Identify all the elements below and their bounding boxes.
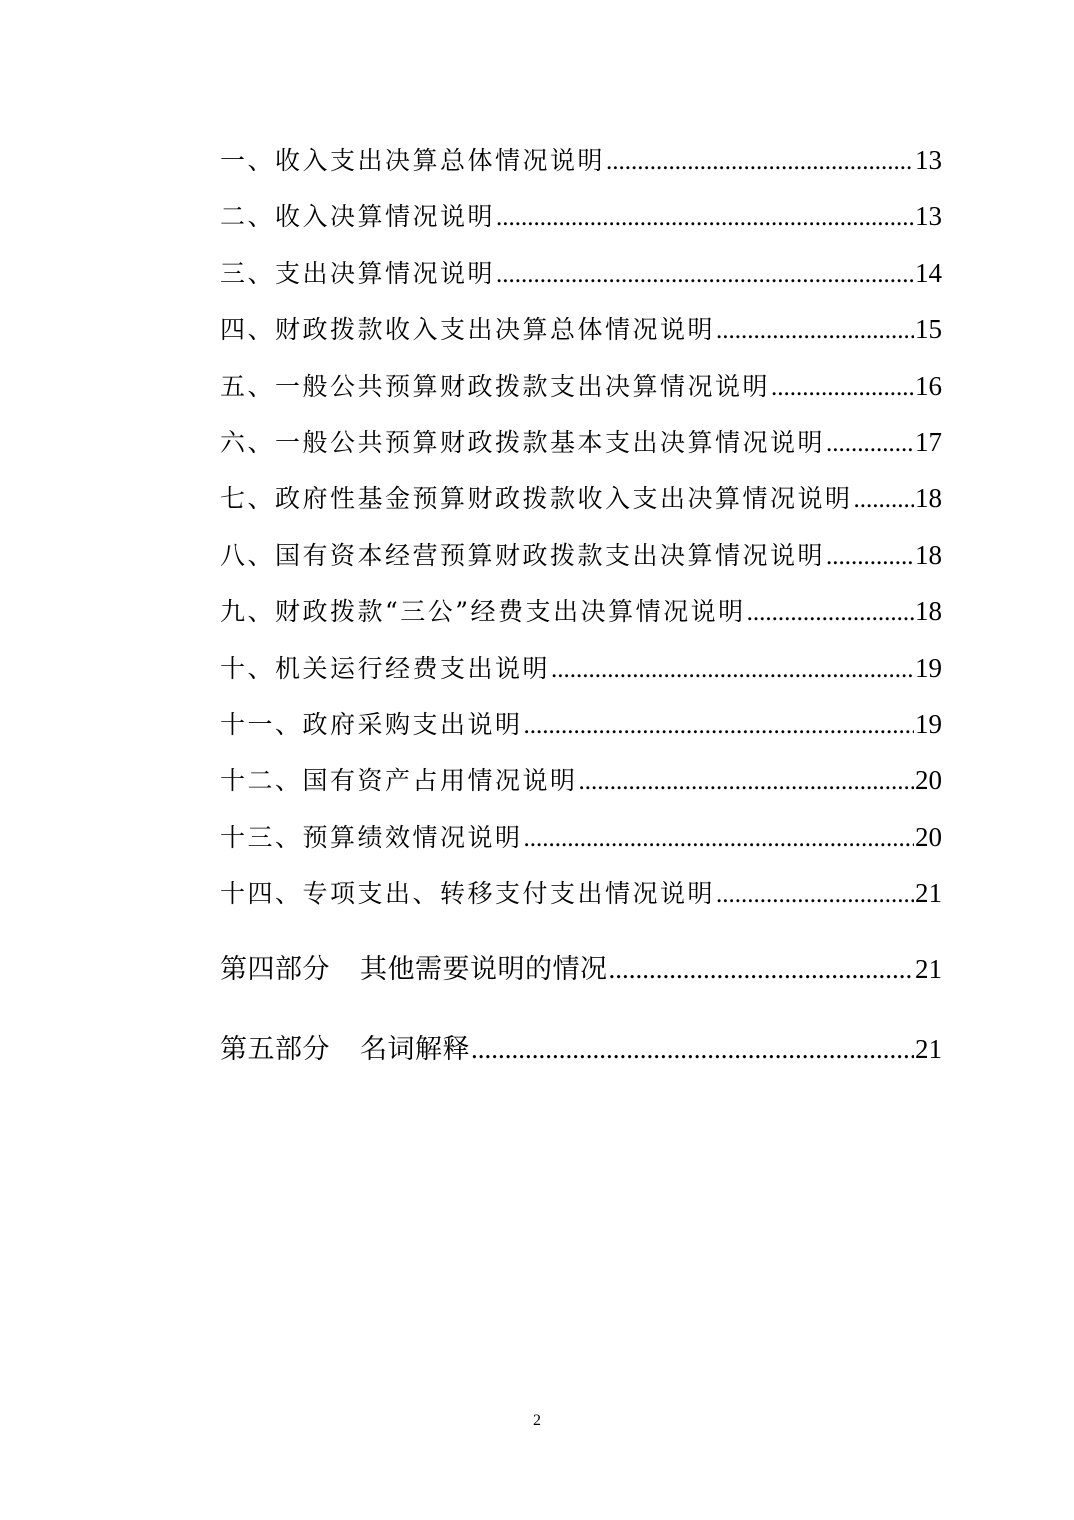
toc-part-page: 21 (915, 954, 942, 985)
toc-entry[interactable] (220, 813, 942, 869)
toc-entry[interactable] (220, 531, 942, 587)
toc-part-entry[interactable] (220, 941, 942, 1021)
toc-entry-label: 七、政府性基金预算财政拨款收入支出决算情况说明 (220, 484, 853, 514)
toc-part-title: 其他需要说明的情况 (360, 954, 608, 986)
dot-leader (551, 646, 914, 694)
toc-entry[interactable] (220, 587, 942, 643)
toc-entry[interactable] (220, 362, 942, 418)
toc-part-entry[interactable] (220, 1021, 942, 1101)
dot-leader (496, 251, 914, 299)
toc-entry-label: 一、收入支出决算总体情况说明 (220, 146, 606, 175)
dot-leader (606, 138, 914, 186)
dot-leader (716, 871, 914, 919)
dot-leader (716, 307, 914, 355)
dot-leader (579, 758, 914, 806)
toc-entry[interactable] (220, 644, 942, 700)
toc-entry[interactable] (220, 869, 942, 925)
toc-part-label (220, 1022, 470, 1078)
toc-entry[interactable] (220, 474, 942, 530)
table-of-contents (220, 136, 942, 1101)
toc-entry-label: 十、机关运行经费支出说明 (220, 653, 551, 683)
toc-entry[interactable] (220, 756, 942, 812)
toc-entry-label: 十四、专项支出、转移支付支出情况说明 (220, 879, 716, 909)
toc-entry-label: 八、国有资本经营预算财政拨款支出决算情况说明 (220, 540, 826, 570)
dot-leader (609, 941, 915, 997)
toc-entry[interactable] (220, 305, 942, 361)
toc-entry[interactable] (220, 249, 942, 305)
dot-leader (524, 702, 914, 750)
toc-entry-page: 19 (915, 652, 942, 683)
toc-entry-page: 17 (915, 426, 942, 457)
toc-entry-page: 20 (915, 765, 942, 796)
toc-part-label (220, 942, 608, 998)
toc-entry-page: 16 (915, 370, 942, 401)
toc-entry-label: 二、收入决算情况说明 (220, 202, 496, 232)
toc-entry-label: 十三、预算绩效情况说明 (220, 822, 523, 852)
toc-entry-label: 三、支出决算情况说明 (220, 258, 496, 288)
toc-entry-page: 21 (915, 878, 942, 909)
toc-entry[interactable] (220, 700, 942, 756)
toc-entry-page: 13 (915, 145, 942, 175)
dot-leader (826, 420, 914, 468)
toc-entry-page: 18 (915, 596, 942, 627)
dot-leader (771, 364, 914, 412)
toc-entry[interactable] (220, 418, 942, 474)
toc-entry[interactable] (220, 136, 942, 192)
dot-leader (854, 476, 914, 524)
toc-entry-label: 十一、政府采购支出说明 (220, 709, 523, 739)
dot-leader (747, 589, 914, 637)
toc-part-page: 21 (915, 1034, 942, 1065)
toc-entry-page: 19 (915, 708, 942, 739)
toc-entry-page: 15 (915, 314, 942, 345)
toc-entry-label: 五、一般公共预算财政拨款支出决算情况说明 (220, 371, 771, 401)
toc-entry-page: 20 (915, 821, 942, 852)
toc-entry-page: 14 (915, 257, 942, 288)
toc-entry-label: 六、一般公共预算财政拨款基本支出决算情况说明 (220, 427, 826, 457)
toc-entry-label: 四、财政拨款收入支出决算总体情况说明 (220, 315, 716, 345)
toc-part-number: 第四部分 (220, 954, 330, 986)
toc-part-title: 名词解释 (360, 1034, 470, 1066)
toc-entry-label: 九、财政拨款“三公”经费支出决算情况说明 (220, 597, 746, 627)
dot-leader (826, 533, 914, 581)
toc-entry-page: 18 (915, 539, 942, 570)
toc-part-number: 第五部分 (220, 1034, 330, 1066)
dot-leader (471, 1021, 914, 1077)
toc-entry-page: 13 (915, 201, 942, 232)
dot-leader (524, 815, 914, 863)
toc-entry[interactable] (220, 192, 942, 248)
toc-entry-page: 18 (915, 483, 942, 514)
page-number: 2 (533, 1412, 541, 1429)
dot-leader (496, 194, 914, 242)
toc-entry-label: 十二、国有资产占用情况说明 (220, 766, 578, 796)
